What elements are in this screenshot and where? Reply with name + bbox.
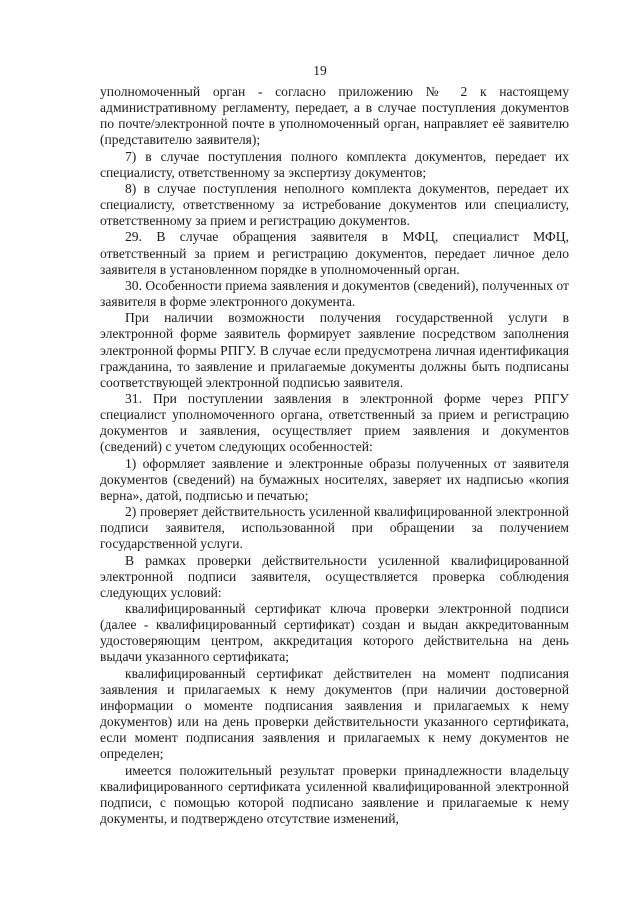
paragraph-31: 31. При поступлении заявления в электронной форме через РПГУ специалист уполномоченного органа, ответственный за прием и регистрацию документов и заявления, осуществляет прием заявления и документов (сведений) с учетом следующих особенностей: xyxy=(100,390,569,455)
paragraph-30: 30. Особенности приема заявления и документов (сведений), полученных от заявителя в форме электронного документа. xyxy=(100,277,569,310)
paragraph-electronic-form: При наличии возможности получения государственной услуги в электронной форме заявитель формирует заявление посредством заполнения электронной формы РПГУ. В случае если предусмотрена личная идентификация гражданина, то заявление и прилагаемые документы должны быть подписаны соответствующей электронной подписью заявителя. xyxy=(100,310,569,390)
paragraph-continuation: уполномоченный орган - согласно приложению № 2 к настоящему административному регламенту, передает, а в случае поступления документов по почте/электронной почте в уполномоченный орган, направляет её заявителю (представителю заявителя); xyxy=(100,84,569,148)
document-body xyxy=(100,84,569,827)
paragraph-condition-3: имеется положительный результат проверки принадлежности владельцу квалифицированного сертификата усиленной квалифицированной электронной подписи, с помощью которой подписано заявление и прилагаемые к нему документы, и подтверждено отсутствие изменений, xyxy=(100,762,569,827)
paragraph-item-7: 7) в случае поступления полного комплекта документов, передает их специалисту, ответственному за экспертизу документов; xyxy=(100,148,569,180)
paragraph-condition-1: квалифицированный сертификат ключа проверки электронной подписи (далее - квалифицированный сертификат) создан и выдан аккредитованным удостоверяющим центром, аккредитация которого действительна на день выдачи указанного сертификата; xyxy=(100,601,569,665)
paragraph-item-2: 2) проверяет действительность усиленной квалифицированной электронной подписи заявителя, использованной при обращении за получением государственной услуги. xyxy=(100,504,569,552)
paragraph-item-8: 8) в случае поступления неполного комплекта документов, передает их специалисту, ответственному за истребование документов или специалисту, ответственному за прием и регистрацию документов. xyxy=(100,180,569,229)
page-number: 19 xyxy=(313,63,327,78)
paragraph-signature-check: В рамках проверки действительности усиленной квалифицированной электронной подписи заявителя, осуществляется проверка соблюдения следующих условий: xyxy=(100,552,569,600)
paragraph-item-1: 1) оформляет заявление и электронные образы полученных от заявителя документов (сведений) на бумажных носителях, заверяет их надписью «копия верна», датой, подписью и печатью; xyxy=(100,455,569,503)
paragraph-29: 29. В случае обращения заявителя в МФЦ, специалист МФЦ, ответственный за прием и регистрацию документов, передает личное дело заявителя в установленном порядке в уполномоченный орган. xyxy=(100,229,569,277)
paragraph-condition-2: квалифицированный сертификат действителен на момент подписания заявления и прилагаемых к нему документов (при наличии достоверной информации о моменте подписания заявления и прилагаемых к нему документов) или на день проверки действительности указанного сертификата, если момент подписания заявления и прилагаемых к нему документов не определен; xyxy=(100,665,569,762)
